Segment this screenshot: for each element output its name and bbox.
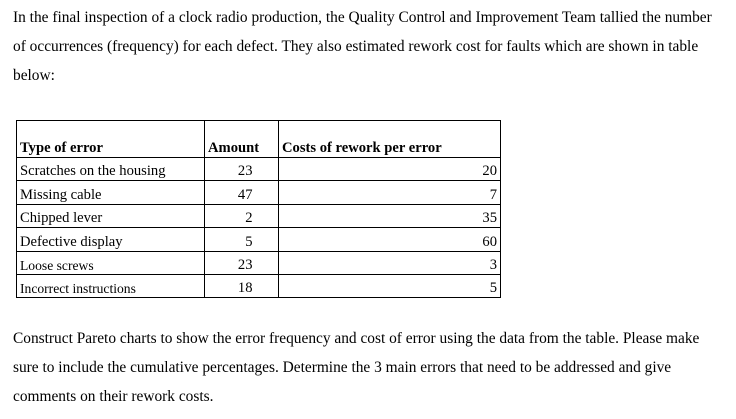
defects-table xyxy=(16,120,501,298)
header-cost-of-rework: Costs of rework per error xyxy=(279,121,501,158)
header-type-of-error: Type of error xyxy=(17,121,205,158)
cell-cost: 7 xyxy=(279,181,501,204)
table-row xyxy=(17,274,501,297)
cell-cost: 3 xyxy=(279,251,501,274)
cell-type: Scratches on the housing xyxy=(17,158,205,181)
cell-cost: 20 xyxy=(279,158,501,181)
table-row xyxy=(17,204,501,227)
cell-type: Missing cable xyxy=(17,181,205,204)
table-row xyxy=(17,158,501,181)
cell-type: Defective display xyxy=(17,228,205,251)
cell-amount: 5 xyxy=(205,228,279,251)
table-row xyxy=(17,251,501,274)
task-paragraph: Construct Pareto charts to show the error frequency and cost of error using the data from the table. Please make sure to include the cumulative percentages. Determine the 3 main errors that need to be addressed and give comments on their rework costs. xyxy=(13,330,700,405)
cell-amount: 18 xyxy=(205,274,279,297)
cell-type: Loose screws xyxy=(17,251,205,274)
cell-type: Incorrect instructions xyxy=(17,274,205,297)
table-row xyxy=(17,228,501,251)
header-amount: Amount xyxy=(205,121,279,158)
cell-amount: 23 xyxy=(205,251,279,274)
cell-amount: 47 xyxy=(205,181,279,204)
table-row xyxy=(17,181,501,204)
table-header-row xyxy=(17,121,501,158)
cell-cost: 60 xyxy=(279,228,501,251)
cell-amount: 23 xyxy=(205,158,279,181)
cell-cost: 35 xyxy=(279,204,501,227)
intro-paragraph: In the final inspection of a clock radio production, the Quality Control and Improvement Team tallied the number of occurrences (frequency) for each defect. They also estimated rework cost for faults which are shown in table below: xyxy=(13,9,712,84)
cell-cost: 5 xyxy=(279,274,501,297)
cell-type: Chipped lever xyxy=(17,204,205,227)
cell-amount: 2 xyxy=(205,204,279,227)
